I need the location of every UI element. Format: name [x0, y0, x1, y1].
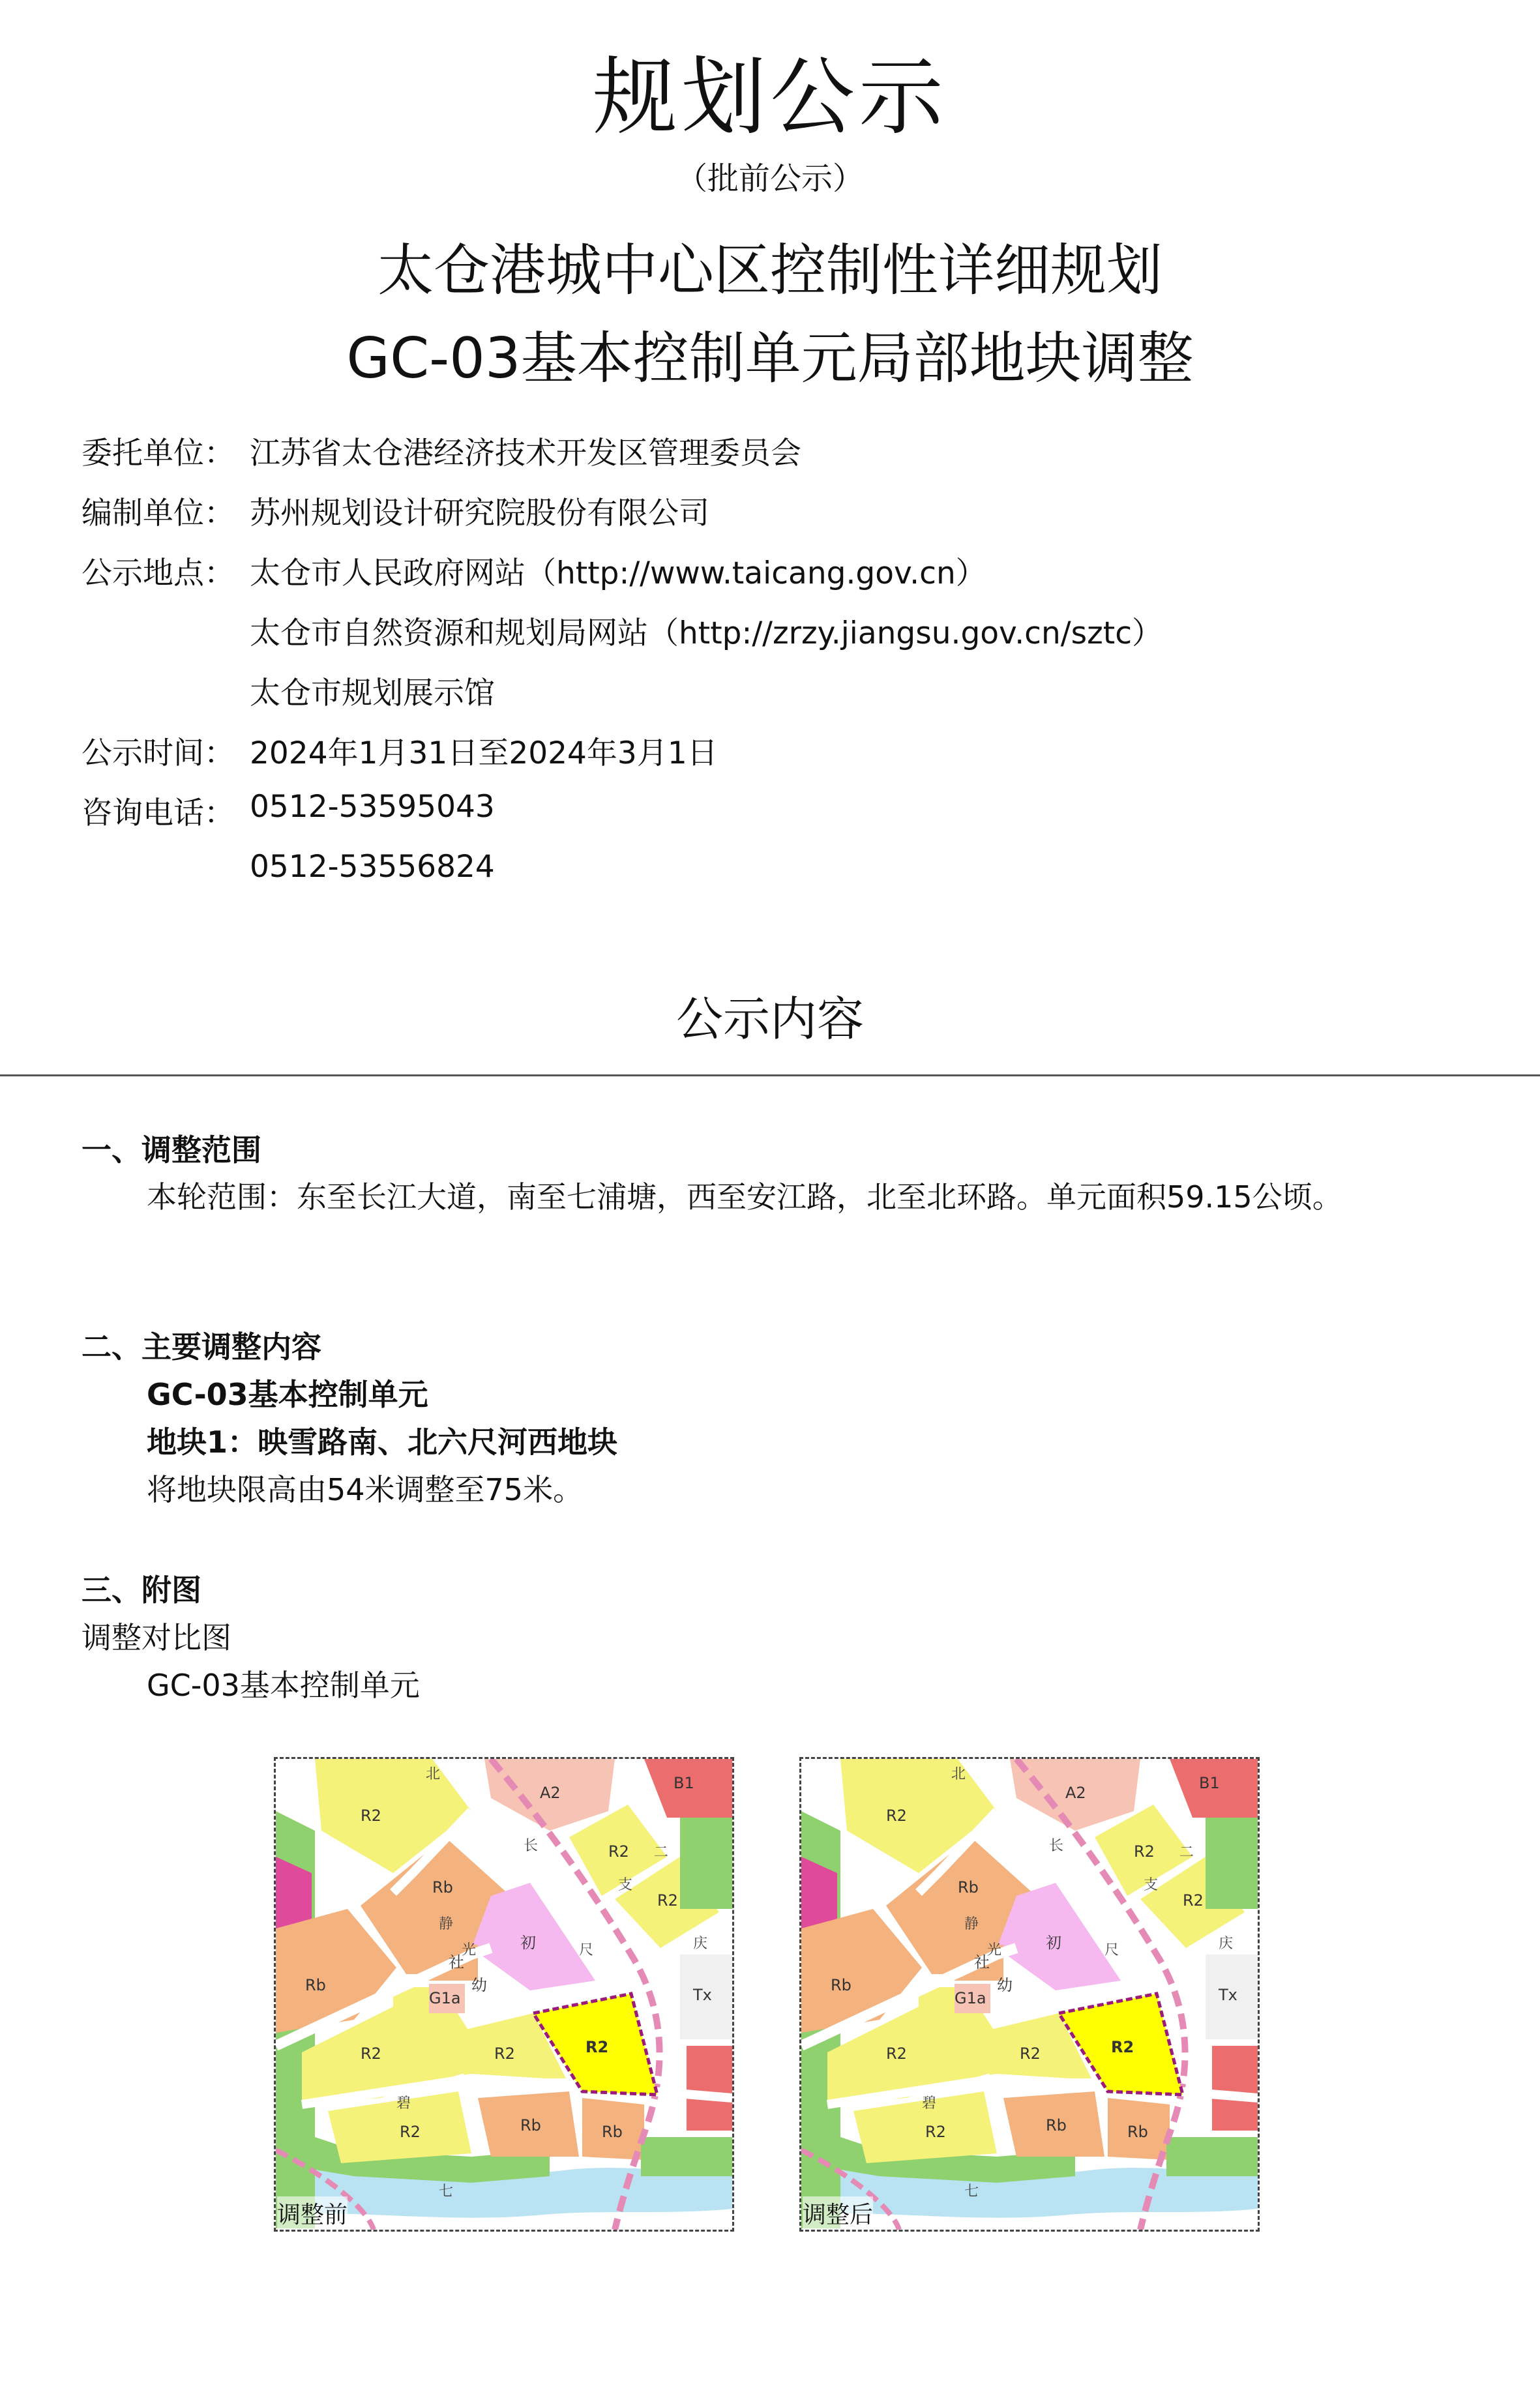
road-label-18: 北 [426, 1766, 441, 1782]
map-after-label: 调整后 [803, 2196, 873, 2230]
location-value-2: 太仓市自然资源和规划局网站（http://zrzy.jiangsu.gov.cn/sztc） [250, 615, 1163, 651]
time-label: 公示时间： [81, 735, 235, 771]
plan-title-line2: GC-03基本控制单元局部地块调整 [346, 326, 1194, 391]
zone-label-40: G1a [955, 1989, 986, 2007]
zone-label-33: R2 [1020, 2045, 1041, 2063]
location-value-3: 太仓市规划展示馆 [250, 675, 495, 711]
section2-plot: 地块1：映雪路南、北六尺河西地块 [147, 1425, 618, 1460]
phone-label: 咨询电话： [81, 795, 235, 831]
designer-value: 苏州规划设计研究院股份有限公司 [250, 495, 709, 531]
road-label-20: 尺 [579, 1942, 594, 1958]
zone-label-35: Rb [1127, 2123, 1148, 2141]
map-after-drawing [801, 1759, 1258, 2230]
zone-label-43: 幼 [997, 1976, 1013, 1994]
phone-row [81, 789, 495, 833]
zone-label-16: 社 [449, 1953, 464, 1971]
zone-label-5: R2 [494, 2045, 515, 2063]
zone-label-11: R2 [657, 1891, 678, 1910]
zone-label-3: R2 [361, 2045, 381, 2063]
section1-text: 本轮范围：东至长江大道，南至七浦塘，西至安江路，北至北环路。单元面积59.15公顷。 [147, 1179, 1342, 1215]
time-value: 2024年1月31日至2024年3月1日 [250, 735, 718, 771]
divider [0, 1074, 1540, 1076]
client-value: 江苏省太仓港经济技术开发区管理委员会 [250, 436, 801, 471]
section3-title: 三、附图 [81, 1573, 201, 1608]
zone-label-32: R2 [925, 2123, 946, 2141]
zone-label-31: R2 [886, 2045, 907, 2063]
zone-label-0: R2 [361, 1807, 381, 1825]
zone-label-14: 初 [520, 1934, 536, 1952]
page-subtitle: （批前公示） [675, 160, 864, 197]
road-label-55: 七 [964, 2183, 979, 2200]
zone-label-36: A2 [1065, 1784, 1086, 1802]
zone-label-10: R2 [608, 1842, 629, 1861]
road-label-24: 二 [654, 1844, 669, 1861]
road-label-25: 庆 [693, 1936, 708, 1952]
zone-label-42: 初 [1046, 1934, 1061, 1952]
zone-label-45: R2 [1111, 2038, 1134, 2056]
zone-label-17: R2 [585, 2038, 609, 2056]
phone-value-1: 0512-53595043 [250, 789, 495, 825]
road-label-46: 北 [951, 1766, 966, 1782]
zone-label-13: Tx [693, 1986, 712, 2004]
location-label: 公示地点： [81, 555, 235, 591]
zone-label-6: Rb [520, 2116, 541, 2134]
road-label-23: 支 [618, 1877, 633, 1893]
road-label-47: 长 [1049, 1838, 1064, 1854]
map-before [274, 1757, 734, 2232]
section3-unit: GC-03基本控制单元 [147, 1668, 420, 1703]
zone-label-9: B1 [674, 1774, 694, 1792]
client-label: 委托单位： [81, 436, 235, 471]
location-value-1: 太仓市人民政府网站（http://www.taicang.gov.cn） [250, 555, 986, 591]
road-label-52: 二 [1179, 1844, 1194, 1861]
zone-label-28: R2 [886, 1807, 907, 1825]
zone-label-30: Rb [831, 1976, 851, 1994]
zone-label-37: B1 [1199, 1774, 1220, 1792]
road-label-21: 光 [462, 1942, 477, 1958]
zone-label-29: Rb [958, 1878, 979, 1897]
zone-label-8: A2 [540, 1784, 561, 1802]
zone-label-4: R2 [400, 2123, 421, 2141]
location-row [81, 549, 986, 593]
time-row [81, 729, 718, 773]
zone-label-7: Rb [602, 2123, 623, 2141]
zone-label-12: G1a [429, 1989, 461, 2007]
road-label-22: 静 [439, 1916, 454, 1932]
client-row [81, 429, 801, 473]
section2-title: 二、主要调整内容 [81, 1329, 321, 1365]
zone-label-2: Rb [305, 1976, 326, 1994]
section2-text: 将地块限高由54米调整至75米。 [147, 1472, 584, 1507]
map-before-drawing [276, 1759, 732, 2230]
page-title: 规划公示 [592, 48, 947, 147]
map-before-label: 调整前 [277, 2196, 348, 2230]
plan-title-line1: 太仓港城中心区控制性详细规划 [378, 238, 1162, 303]
road-label-53: 庆 [1219, 1936, 1234, 1952]
road-label-51: 支 [1144, 1877, 1159, 1893]
zone-label-34: Rb [1046, 2116, 1067, 2134]
road-label-49: 光 [987, 1942, 1002, 1958]
road-label-19: 长 [524, 1838, 539, 1854]
designer-row [81, 489, 709, 533]
road-label-48: 尺 [1104, 1942, 1119, 1958]
road-label-26: 碧 [396, 2095, 411, 2112]
road-label-50: 静 [964, 1916, 979, 1932]
zone-label-15: 幼 [471, 1976, 487, 1994]
section2-unit: GC-03基本控制单元 [147, 1377, 428, 1412]
road-label-27: 七 [439, 2183, 454, 2200]
map-after [799, 1757, 1260, 2232]
phone-value-2: 0512-53556824 [250, 849, 495, 885]
content-heading: 公示内容 [675, 992, 864, 1046]
road-label-54: 碧 [922, 2095, 937, 2112]
zone-label-1: Rb [432, 1878, 453, 1897]
zone-label-44: 社 [974, 1953, 990, 1971]
zone-label-38: R2 [1134, 1842, 1155, 1861]
section1-title: 一、调整范围 [81, 1132, 261, 1168]
designer-label: 编制单位： [81, 495, 235, 531]
zone-label-39: R2 [1183, 1891, 1204, 1910]
section3-caption: 调整对比图 [81, 1620, 231, 1655]
zone-label-41: Tx [1219, 1986, 1237, 2004]
